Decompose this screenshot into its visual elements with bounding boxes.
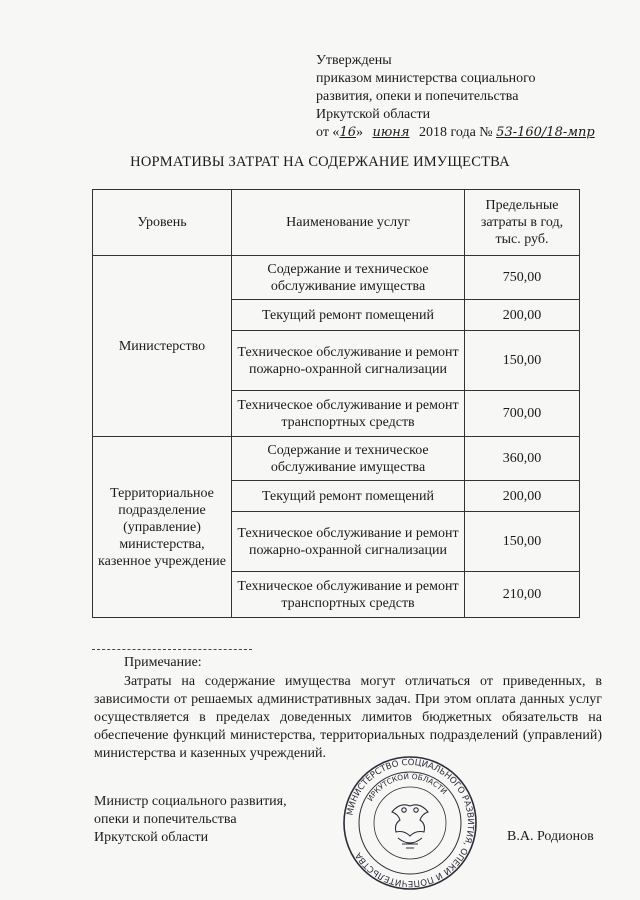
date-mid: » (355, 125, 363, 140)
footnote-divider (92, 649, 252, 650)
cost-cell: 210,00 (465, 572, 580, 618)
minister-line-3: Иркутской области (94, 830, 209, 845)
norms-table (92, 189, 580, 618)
header-cost: Предельные затраты в год, тыс. руб. (465, 190, 580, 256)
seal-outer-text: МИНИСТЕРСТВО СОЦИАЛЬНОГО РАЗВИТИЯ, ОПЕКИ И ПОПЕЧИТЕЛЬСТВА (345, 757, 476, 889)
order-number: 53-160/18-мпр (496, 125, 595, 140)
approval-date-line (316, 124, 616, 142)
level-cell-ministry: Министерство (93, 256, 232, 437)
header-level: Уровень (93, 190, 232, 256)
table-row (93, 256, 580, 300)
approval-line-2: приказом министерства социального (316, 71, 536, 86)
header-service: Наименование услуг (232, 190, 465, 256)
eagle-emblem-icon (392, 805, 428, 848)
minister-line-2: опеки и попечительства (94, 812, 237, 827)
cost-cell: 750,00 (465, 256, 580, 300)
date-prefix: от « (316, 125, 340, 140)
document-title: НОРМАТИВЫ ЗАТРАТ НА СОДЕРЖАНИЕ ИМУЩЕСТВА (130, 154, 510, 170)
signer-name: В.А. Родионов (507, 829, 594, 844)
official-seal-icon (340, 748, 480, 898)
table-row (93, 437, 580, 481)
date-day: 16 (339, 125, 356, 140)
level-cell-territorial: Территориальное подразделение (управление) министерства, казенное учреждение (93, 437, 232, 618)
approval-line-1: Утверждены (316, 53, 392, 68)
service-cell: Текущий ремонт помещений (232, 481, 465, 512)
service-cell: Техническое обслуживание и ремонт транспортных средств (232, 391, 465, 437)
service-cell: Содержание и техническое обслуживание имущества (232, 437, 465, 481)
approval-block (316, 52, 616, 142)
service-cell: Содержание и техническое обслуживание имущества (232, 256, 465, 300)
cost-cell: 700,00 (465, 391, 580, 437)
note-label: Примечание: (124, 655, 202, 670)
cost-cell: 150,00 (465, 512, 580, 572)
service-cell: Текущий ремонт помещений (232, 300, 465, 331)
minister-line-1: Министр социального развития, (94, 794, 287, 809)
date-month: июня (372, 125, 410, 140)
approval-line-3: развития, опеки и попечительства (316, 89, 519, 104)
date-year: 2018 года № (418, 125, 493, 140)
cost-cell: 200,00 (465, 300, 580, 331)
minister-title (94, 793, 287, 847)
table-header-row (93, 190, 580, 256)
approval-line-4: Иркутской области (316, 107, 431, 122)
cost-cell: 360,00 (465, 437, 580, 481)
cost-cell: 200,00 (465, 481, 580, 512)
note-text: Затраты на содержание имущества могут отличаться от приведенных, в зависимости от решаемых административных задач. При этом оплата данных услуг осуществляется в пределах доведенных лимитов бюджетных обязательств на обеспечение функций министерства, территориальных подразделений (управлений) министерства и казенных учреждений. (94, 674, 602, 761)
service-cell: Техническое обслуживание и ремонт пожарно-охранной сигнализации (232, 331, 465, 391)
service-cell: Техническое обслуживание и ремонт пожарно-охранной сигнализации (232, 512, 465, 572)
cost-cell: 150,00 (465, 331, 580, 391)
service-cell: Техническое обслуживание и ремонт транспортных средств (232, 572, 465, 618)
seal-inner-text: ИРКУТСКОЙ ОБЛАСТИ (365, 771, 449, 803)
